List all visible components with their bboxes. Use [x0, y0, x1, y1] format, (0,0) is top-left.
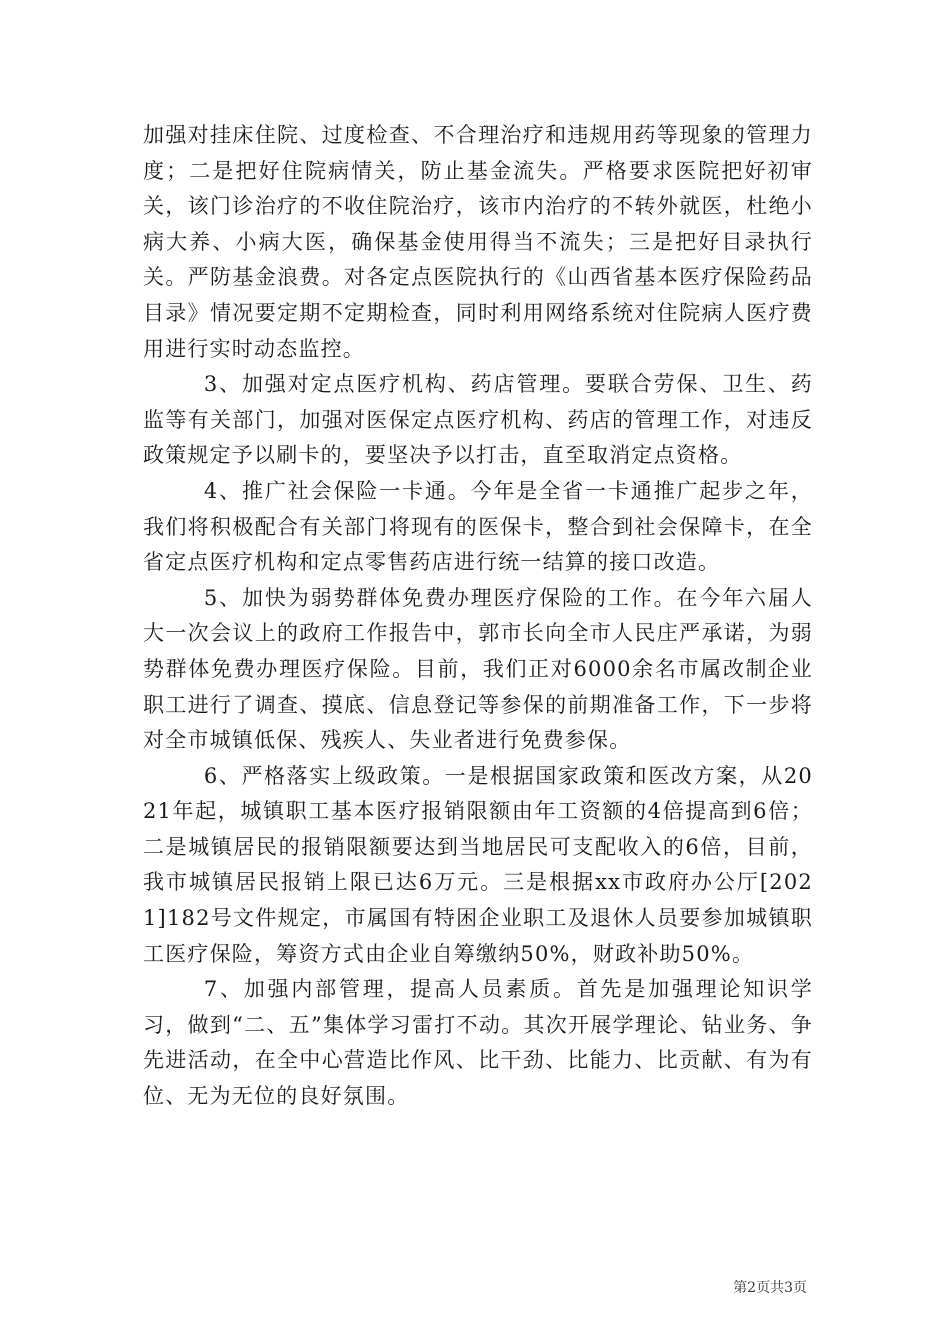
paragraph-item-4: 4、推广社会保险一卡通。今年是全省一卡通推广起步之年，我们将积极配合有关部门将现有的医保卡，整合到社会保障卡，在全省定点医疗机构和定点零售药店进行统一结算的接口改造。 [143, 478, 813, 575]
page-number-footer: 第2页共3页 [733, 1280, 807, 1296]
paragraph-item-6: 6、严格落实上级政策。一是根据国家政策和医改方案，从2021年起，城镇职工基本医疗报销限额由年工资额的4倍提高到6倍；二是城镇居民的报销限额要达到当地居民可支配收入的6倍，目前，我市城镇居民报销上限已达6万元。三是根据xx市政府办公厅[2021]182号文件规定，市属国有特困企业职工及退休人员要参加城镇职工医疗保险，筹资方式由企业自筹缴纳50%，财政补助50%。 [143, 763, 813, 966]
paragraph-item-5: 5、加快为弱势群体免费办理医疗保险的工作。在今年六届人大一次会议上的政府工作报告中，郭市长向全市人民庄严承诺，为弱势群体免费办理医疗保险。目前，我们正对6000余名市属改制企业职工进行了调查、摸底、信息登记等参保的前期准备工作，下一步将对全市城镇低保、残疾人、失业者进行免费参保。 [143, 585, 813, 753]
paragraph-continuation: 加强对挂床住院、过度检查、不合理治疗和违规用药等现象的管理力度；二是把好住院病情关，防止基金流失。严格要求医院把好初审关，该门诊治疗的不收住院治疗，该市内治疗的不转外就医，杜绝小病大养、小病大医，确保基金使用得当不流失；三是把好目录执行关。严防基金浪费。对各定点医院执行的《山西省基本医疗保险药品目录》情况要定期不定期检查，同时利用网络系统对住院病人医疗费用进行实时动态监控。 [143, 123, 813, 361]
document-body [143, 118, 813, 1115]
paragraph-item-3: 3、加强对定点医疗机构、药店管理。要联合劳保、卫生、药监等有关部门，加强对医保定点医疗机构、药店的管理工作，对违反政策规定予以刷卡的，要坚决予以打击，直至取消定点资格。 [143, 372, 813, 468]
paragraph-item-7: 7、加强内部管理，提高人员素质。首先是加强理论知识学习，做到“二、五”集体学习雷打不动。其次开展学理论、钻业务、争先进活动，在全中心营造比作风、比干劲、比能力、比贡献、有为有位、无为无位的良好氛围。 [143, 977, 813, 1109]
